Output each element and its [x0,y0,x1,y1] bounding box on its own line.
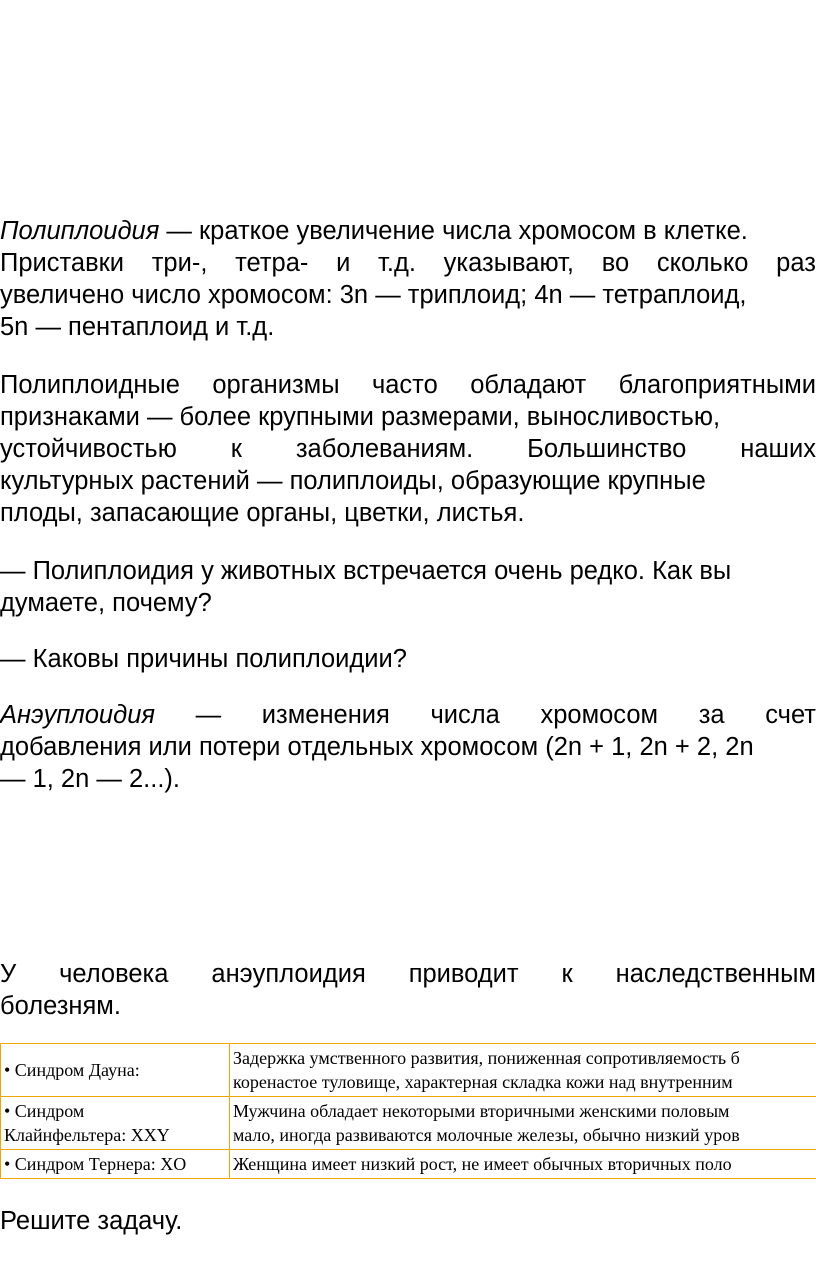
para2-line-4: культурных растений — полиплоиды, образующие крупные [0,467,706,495]
question-causes: — Каковы причины полиплоидии? [0,645,407,673]
syndromes-table [0,1043,816,1179]
aneuploidy-term: Анэуплоидия [0,701,156,729]
aneuploidy-line-3: — 1, 2n — 2...). [0,765,180,793]
syndrome-description: Задержка умственного развития, пониженная сопротивляемость б коренастое туловище, характерная складка кожи над внутренним [230,1044,816,1097]
syndrome-name: • Синдром Дауна: [1,1044,230,1097]
para2-line-5: плоды, запасающие органы, цветки, листья. [0,499,525,527]
table-row [1,1097,816,1150]
polyploidy-definition-line: Полиплоидия — краткое увеличение числа хромосом в клетке. [0,217,748,245]
table-row [1,1044,816,1097]
syndrome-name: • Синдром Клайнфельтера: XXY [1,1097,230,1150]
para2-line-1: Полиплоидные организмы часто обладают благоприятными [0,371,816,399]
polyploidy-paragraph [0,215,816,343]
para2-line-2: признаками — более крупными размерами, выносливостью, [0,403,721,431]
aneuploidy-paragraph [0,699,816,795]
human-aneuploidy-paragraph [0,958,816,1022]
para2-line-3: устойчивостью к заболеваниям. Большинство наших [0,435,816,463]
table-row [1,1150,816,1179]
syndrome-name: • Синдром Тернера: XO [1,1150,230,1179]
syndrome-description: Женщина имеет низкий рост, не имеет обычных вторичных поло [230,1150,816,1179]
human-line-1: У человека анэуплоидия приводит к наследственным [0,960,816,988]
polyploid-organisms-paragraph [0,369,816,529]
syndrome-description: Мужчина обладает некоторыми вторичными женскими половым мало, иногда развиваются молочные железы, обычно низкий уров [230,1097,816,1150]
chromosome-count-line: увеличено число хромосом: 3n — триплоид; 4n — тетраплоид, [0,281,747,309]
polyploidy-term: Полиплоидия [0,217,160,245]
question-animals: — Полиплоидия у животных встречается очень редко. Как вы думаете, почему? [0,557,732,617]
pentaploid-line: 5n — пентаплоид и т.д. [0,313,275,341]
prefixes-line: Приставки три-, тетра- и т.д. указывают, во сколько раз [0,249,816,277]
task-instruction: Решите задачу. [0,1207,183,1235]
human-line-2: болезням. [0,992,121,1020]
aneuploidy-line-2: добавления или потери отдельных хромосом (2n + 1, 2n + 2, 2n [0,733,754,761]
aneuploidy-definition-line: Анэуплоидия — изменения числа хромосом за счет [0,701,816,729]
